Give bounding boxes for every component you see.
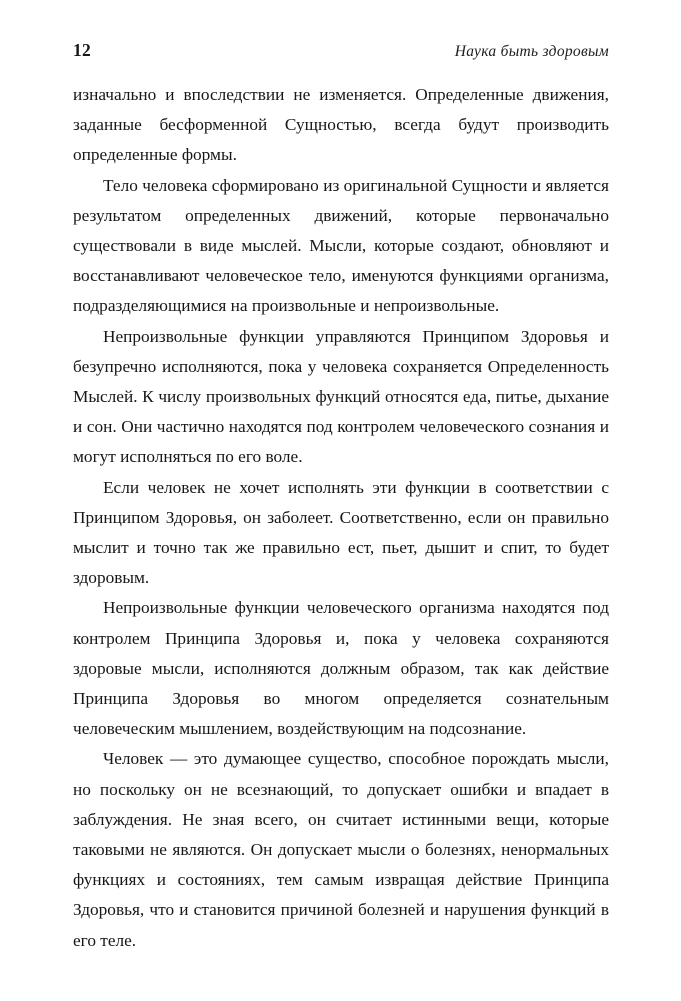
- page-number: 12: [73, 40, 91, 60]
- paragraph: Непроизвольные функции человеческого организма находятся под контролем Принципа Здоровья и, пока у человека сохраняются здоровые мысли, исполняются должным образом, так как действие Принципа Здоровья во многом определяется сознательным человеческим мышлением, воздействующим на подсознание.: [73, 598, 609, 739]
- body-text: [73, 80, 609, 956]
- paragraph: изначально и впоследствии не изменяется. Определенные движения, заданные бесформенной Сущностью, всегда будут производить определенные формы.: [73, 85, 609, 165]
- paragraph: Тело человека сформировано из оригинальной Сущности и является результатом определенных движений, которые первоначально существовали в виде мыслей. Мысли, которые создают, обновляют и восстанавливают человеческое тело, именуются функциями организма, подразделяющимися на произвольные и непроизвольные.: [73, 175, 609, 316]
- paragraph: Если человек не хочет исполнять эти функции в соответствии с Принципом Здоровья, он заболеет. Соответственно, если он правильно мыслит и точно так же правильно ест, пьет, дышит и спит, то будет здоровым.: [73, 477, 609, 588]
- paragraph: Человек — это думающее существо, способное порождать мысли, но поскольку он не всезнающий, то допускает ошибки и впадает в заблуждения. Не зная всего, он считает истинными вещи, которые таковыми не являются. Он допускает мысли о болезнях, ненормальных функциях и состояниях, тем самым извращая действие Принципа Здоровья, что и становится причиной болезней и нарушения функций в его теле.: [73, 749, 609, 950]
- running-title: Наука быть здоровым: [454, 43, 609, 60]
- running-head: [73, 40, 609, 66]
- paragraph: Непроизвольные функции управляются Принципом Здоровья и безупречно исполняются, пока у человека сохраняется Определенность Мыслей. К числу произвольных функций относятся еда, питье, дыхание и сон. Они частично находятся под контролем человеческого сознания и могут исполняться по его воле.: [73, 326, 609, 467]
- text-column: [73, 40, 609, 956]
